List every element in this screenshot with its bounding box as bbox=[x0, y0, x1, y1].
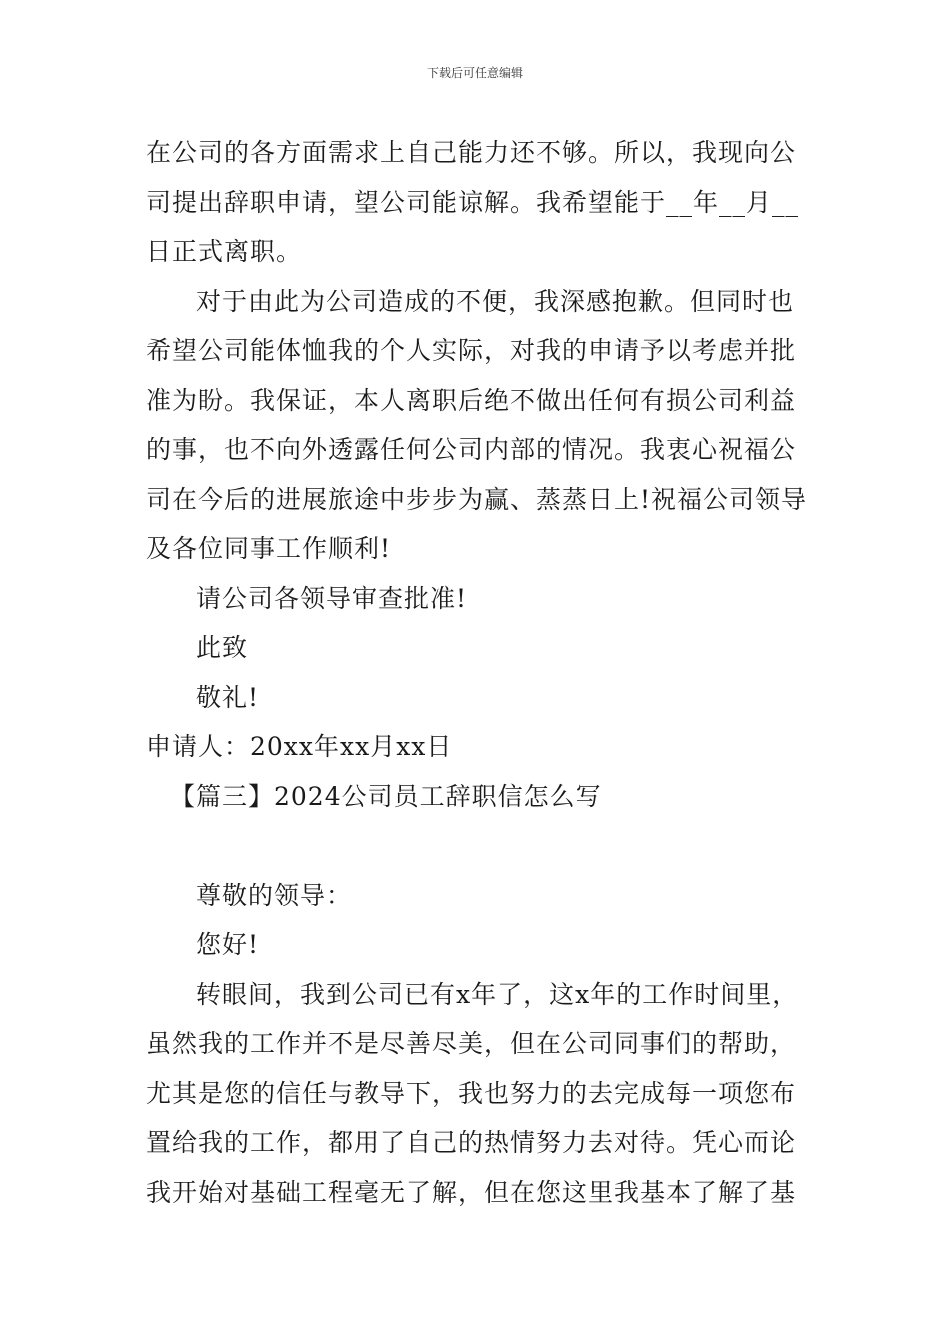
approval-request-line: 请公司各领导审查批准! bbox=[196, 583, 468, 613]
signature-date-line: 申请人：20xx年xx月xx日 bbox=[146, 732, 453, 761]
letter-salutation: 尊敬的领导： bbox=[196, 880, 353, 910]
text-line: 日正式离职。 bbox=[146, 237, 303, 266]
paragraph-start-line: 对于由此为公司造成的不便，我深感抱歉。但同时也 bbox=[196, 286, 795, 316]
page-header-note: 下载后可任意编辑 bbox=[426, 66, 523, 80]
text-line: 在公司的各方面需求上自己能力还不够。所以，我现向公 bbox=[146, 138, 797, 167]
text-line: 我开始对基础工程毫无了解，但在您这里我基本了解了基 bbox=[146, 1177, 797, 1207]
text-line: 准为盼。我保证，本人离职后绝不做出任何有损公司利益 bbox=[146, 385, 797, 415]
section-heading: 【篇三】2024公司员工辞职信怎么写 bbox=[170, 781, 602, 811]
document-body bbox=[146, 128, 808, 1217]
text-line: 置给我的工作，都用了自己的热情努力去对待。凭心而论 bbox=[146, 1128, 797, 1157]
text-line: 司在今后的进展旅途中步步为赢、蒸蒸日上!祝福公司领导 bbox=[146, 484, 808, 514]
blank-line bbox=[146, 821, 808, 871]
text-line: 尤其是您的信任与教导下，我也努力的去完成每一项您布 bbox=[146, 1078, 797, 1108]
closing-salutation: 此致 bbox=[196, 633, 249, 662]
paragraph-start-line: 转眼间，我到公司已有x年了，这x年的工作时间里， bbox=[196, 979, 799, 1009]
text-line: 的事，也不向外透露任何公司内部的情况。我衷心祝福公 bbox=[146, 435, 797, 464]
letter-greeting: 您好! bbox=[196, 930, 260, 959]
text-line: 希望公司能体恤我的个人实际，对我的申请予以考虑并批 bbox=[146, 336, 797, 365]
closing-regards: 敬礼! bbox=[196, 682, 260, 712]
text-line: 及各位同事工作顺利! bbox=[146, 534, 392, 563]
text-line: 司提出辞职申请，望公司能谅解。我希望能于__年__月__ bbox=[146, 187, 800, 217]
text-line: 虽然我的工作并不是尽善尽美，但在公司同事们的帮助， bbox=[146, 1029, 797, 1058]
